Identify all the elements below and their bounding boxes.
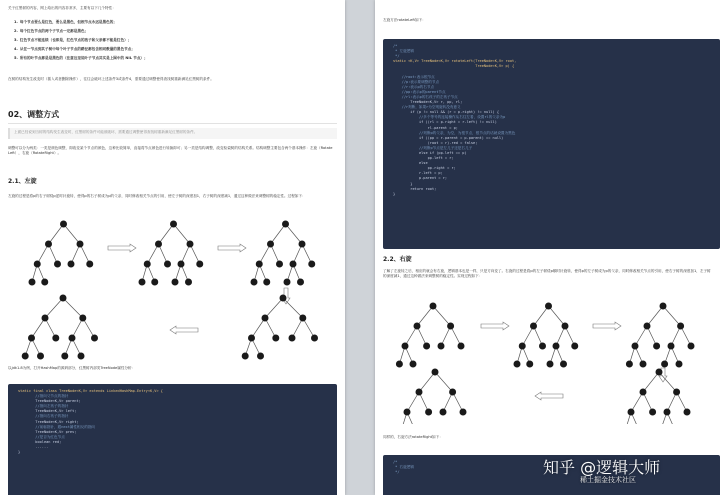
tree-node	[267, 241, 274, 248]
tree-node	[78, 353, 85, 360]
rule-item	[14, 29, 88, 35]
tree-node	[68, 261, 75, 268]
tree-edge	[271, 224, 286, 244]
code-line: TreeNode<K,V> left;	[18, 409, 77, 414]
rule-text: 从任一节点到其子树中每个叶子节点的路径都包含相同数量的黑色节点；	[19, 47, 135, 51]
code-line: TreeNode<K,V> prev;	[18, 429, 77, 434]
code-line: if (p != null && (r = p.right) != null) {	[393, 110, 500, 115]
tree-edge	[659, 372, 677, 392]
tree-node	[416, 389, 423, 396]
tree-node	[432, 369, 439, 376]
tree-node	[172, 279, 179, 286]
tree-node	[276, 261, 283, 268]
tree-node	[668, 343, 675, 350]
tree-node	[458, 343, 465, 350]
tree-node	[155, 241, 162, 248]
tree-node	[308, 261, 315, 268]
tree-node	[649, 409, 656, 416]
tree-node	[438, 343, 445, 350]
tree-edge	[435, 372, 453, 392]
code-line: */	[393, 54, 400, 59]
tree-node	[37, 353, 44, 360]
tree-node	[41, 279, 48, 286]
code-line: pp.left = r;	[393, 156, 454, 161]
code-line: //多个等号的连接操作从右往左看，设置rl的父亲为p	[393, 115, 506, 120]
rule-number: 3.	[14, 38, 18, 42]
rotate-left-caption: 左旋方法rotateLeft如下：	[383, 18, 426, 22]
tree-node	[688, 343, 695, 350]
code-line: //r:表示p的右节点	[393, 84, 435, 89]
code-line: //p:表示要调整的节点	[393, 79, 440, 84]
code-line: //判断p节点是左儿子还是右儿子	[393, 145, 473, 150]
tree-node	[404, 409, 411, 416]
watermark-text: 知乎 @逻辑大师	[543, 458, 661, 477]
rule-number: 1.	[14, 20, 18, 24]
tree-node	[430, 303, 437, 310]
tree-node	[22, 353, 29, 360]
tree-node	[526, 361, 533, 368]
after-rules-text: 在树的结构发生改变时（插入或者删除操作），往往会破坏上述条件3或条件4，需要通过调整使得查找树重新满足红黑树的条件。	[8, 77, 214, 81]
tree-edge	[63, 298, 83, 318]
code-line: //指向右孩子的指针	[18, 414, 69, 419]
subsection-right-rotate: 2.2、右旋	[383, 256, 412, 263]
tree-node	[248, 335, 255, 342]
code-line: r.left = p;	[393, 171, 443, 176]
code-line: /*	[393, 460, 398, 464]
tree-node	[69, 335, 76, 342]
tree-node	[61, 353, 68, 360]
code-line: if ((pp = r.parent = p.parent) == null)	[393, 135, 504, 140]
left-rotate-diagram	[8, 218, 338, 360]
rule-number: 2.	[14, 29, 18, 33]
code-line: }	[393, 181, 413, 186]
quote-text: 上面已经说到当树的结构发生改变时，红黑树的条件可能被破坏，需要通过调整使得查找树重新满足红黑树的条件。	[14, 130, 198, 134]
adjust-paragraph: 调整可以分为两类：一类是颜色调整，即改变某个节点的颜色，这种比较简单，直接将节点颜色进行转换即可；另一类是结构调整，改变检索树的结构关系。结构调整主要包含两个基本操作：左旋（Rotate Left），右旋（RotateRight）。	[8, 146, 334, 156]
tree-node	[653, 343, 660, 350]
code-line: //前驱指针，跟next属性相反的指向	[18, 424, 96, 429]
tree-node	[86, 261, 93, 268]
tree-node	[547, 361, 554, 368]
quote-block	[8, 128, 337, 139]
tree-node	[242, 353, 249, 360]
tree-node	[284, 279, 291, 286]
tree-edge	[49, 224, 64, 244]
tree-node	[539, 343, 546, 350]
tree-node	[263, 279, 270, 286]
tree-node	[545, 303, 552, 310]
tree-edge	[45, 298, 63, 318]
tree-node	[45, 241, 52, 248]
rule-item	[14, 38, 131, 44]
tree-node	[28, 335, 35, 342]
tree-node	[282, 221, 289, 228]
tree-node	[257, 353, 264, 360]
tree-node	[60, 295, 67, 302]
tree-node	[640, 389, 647, 396]
code-line: ......	[18, 445, 49, 450]
tree-node	[54, 261, 61, 268]
tree-node	[553, 343, 560, 350]
code-line: //pp:表示p的parent节点	[393, 89, 446, 94]
code-line: }	[18, 450, 21, 455]
tree-node	[425, 409, 432, 416]
tree-node	[290, 261, 297, 268]
tree-node	[640, 361, 647, 368]
tree-node	[684, 409, 691, 416]
tree-node	[664, 409, 671, 416]
right-rotate-paragraph: 了解了左旋转之后，相应的就会有右旋，逻辑基本也是一样，只是方向变了。右旋的过程是将p的左子树绕p顺时针旋转，使得p的左子树成为p的父亲，同时修改相关节点的引用，使右子树的深度加1，左子树的深度减1，通过这种做法来调整树的稳定性。实现过程如下：	[383, 269, 711, 279]
code-line: * 左旋逻辑	[393, 49, 414, 54]
step-arrow-icon	[593, 322, 621, 330]
tree-node	[151, 279, 158, 286]
tree-edge	[174, 224, 191, 244]
tree-node	[187, 241, 194, 248]
tree-node	[311, 335, 318, 342]
tree-edge	[549, 306, 566, 326]
tree-node	[272, 335, 279, 342]
tree-node	[256, 261, 263, 268]
document-page-left	[0, 0, 345, 495]
tree-node	[460, 409, 467, 416]
tree-node	[656, 369, 663, 376]
tree-node	[571, 343, 578, 350]
tree-node	[644, 323, 651, 330]
code-line: boolean red;	[18, 439, 62, 444]
treenode-code-block	[8, 384, 337, 495]
tree-node	[178, 261, 185, 268]
tree-node	[34, 261, 41, 268]
rotate-right-caption: 同样的，右旋方法rotateRight如下：	[383, 435, 443, 439]
tree-node	[447, 323, 454, 330]
code-line: //是否为红色节点	[18, 434, 65, 439]
tree-node	[626, 361, 633, 368]
tree-node	[289, 335, 296, 342]
code-line: //指向父节点的指针	[18, 394, 69, 399]
tree-node	[396, 361, 403, 368]
tree-node	[676, 361, 683, 368]
code-line: TreeNode<K,V> r, pp, rl;	[393, 100, 463, 105]
tree-node	[423, 343, 430, 350]
tree-edge	[283, 298, 303, 318]
code-line: rl.parent = p;	[393, 125, 458, 130]
tree-node	[79, 315, 86, 322]
code-line: TreeNode<K,V> parent;	[18, 399, 81, 404]
rule-text: 红色节点不能连续（也即是，红色节点的孩子和父亲都不能是红色）；	[19, 38, 132, 42]
tree-node	[144, 261, 151, 268]
code-line: //rl:表示p的右孩子的左孩子节点	[393, 94, 458, 99]
tree-node	[185, 279, 192, 286]
tree-node	[77, 241, 84, 248]
code-line: */	[393, 470, 400, 475]
tree-edge	[417, 306, 433, 326]
tree-edge	[159, 224, 174, 244]
step-arrow-icon	[218, 244, 246, 252]
tree-node	[449, 389, 456, 396]
section-title: 02、调整方式	[8, 110, 60, 119]
tree-edge	[252, 318, 266, 338]
rule-item	[14, 56, 148, 62]
tree-node	[52, 335, 59, 342]
tree-node	[402, 343, 409, 350]
subsection-left-rotate: 2.1、左旋	[8, 178, 37, 185]
right-rotate-diagram	[383, 296, 713, 424]
code-line: //指向左孩子的指针	[18, 404, 69, 409]
tree-edge	[663, 306, 681, 326]
code-line: //root:表示根节点	[393, 74, 435, 79]
step-arrow-icon	[535, 392, 563, 400]
divider	[8, 123, 337, 124]
tree-node	[299, 241, 306, 248]
code-line: }	[393, 191, 396, 196]
tree-edge	[265, 298, 283, 318]
step-arrow-icon	[170, 326, 198, 334]
tree-node	[91, 335, 98, 342]
code-line: TreeNode<K,V> p) {	[393, 64, 515, 69]
tree-edge	[286, 224, 303, 244]
tree-node	[530, 323, 537, 330]
rule-text: 所有的叶节点都是是黑色的（注意这里说叶子节点其实是上图中的 NIL 节点）；	[19, 56, 148, 60]
tree-edge	[64, 224, 81, 244]
code-line: TreeNode<K,V> right;	[18, 419, 79, 424]
code-line: (root = r).red = false;	[393, 140, 478, 145]
tree-node	[673, 389, 680, 396]
code-line: return root;	[393, 186, 437, 191]
tree-edge	[32, 318, 46, 338]
rule-number: 5.	[14, 56, 18, 60]
tree-node	[60, 221, 67, 228]
rule-number: 4.	[14, 47, 18, 51]
code-line: if ((rl = p.right = r.left) != null)	[393, 120, 497, 125]
code-line: p.parent = r;	[393, 176, 448, 181]
step-arrow-icon	[108, 244, 136, 252]
tree-node	[42, 315, 49, 322]
tree-node	[164, 261, 171, 268]
code-line: //r判断，如果r为空则旋转没有意义	[393, 105, 461, 110]
tree-edge	[419, 372, 435, 392]
tree-node	[628, 409, 635, 416]
tree-node	[299, 315, 306, 322]
tree-node	[280, 295, 287, 302]
tree-node	[560, 361, 567, 368]
intro-text: 关于红黑树的内容，网上给出的内容非常多，主要有以下几个特性：	[8, 6, 116, 10]
code-line: pp.right = r;	[393, 166, 456, 171]
code-line: * 右旋逻辑	[393, 465, 414, 470]
tree-edge	[534, 306, 549, 326]
document-page-right	[375, 0, 720, 495]
tree-node	[251, 279, 258, 286]
tree-node	[139, 279, 146, 286]
tree-node	[297, 279, 304, 286]
code-line: else if (pp.left == p)	[393, 150, 467, 155]
watermark-subtext: 稀土掘金技术社区	[580, 476, 636, 484]
tree-node	[29, 279, 36, 286]
tree-node	[196, 261, 203, 268]
code-line: static <K,V> TreeNode<K,V> rotateLeft(TreeNode<K,V> root,	[393, 59, 517, 64]
tree-edge	[647, 306, 663, 326]
tree-edge	[643, 372, 659, 392]
tree-node	[632, 343, 639, 350]
tree-edge	[433, 306, 451, 326]
tree-node	[677, 323, 684, 330]
tree-node	[519, 343, 526, 350]
tree-node	[414, 323, 421, 330]
tree-node	[410, 361, 417, 368]
tree-node	[262, 315, 269, 322]
left-rotate-paragraph: 左旋的过程是将p的右子树绕p逆时针旋转，使得p的右子树成为p的父亲，同时修改相关节点的引用，使左子树的深度加1，右子树的深度减1，通过这种做法来调整树的稳定性。过程如下：	[8, 194, 306, 198]
tree-node	[514, 361, 521, 368]
rule-text: 每个红色节点的两个子节点一定都是黑色；	[19, 29, 89, 33]
step-arrow-icon	[481, 322, 509, 330]
rule-item	[14, 47, 135, 53]
tree-node	[440, 409, 447, 416]
code-line: /*	[393, 44, 398, 48]
tree-node	[170, 221, 177, 228]
tree-node	[661, 361, 668, 368]
tree-node	[562, 323, 569, 330]
rotate-left-code-block	[383, 39, 720, 249]
hashmap-caption: 以jdk1.8为例，打开HashMap的源码部分，红黑树内部类TreeNode属性分析：	[8, 366, 136, 370]
code-line: static final class TreeNode<K,V> extends LinkedHashMap.Entry<K,V> {	[18, 389, 163, 393]
code-line: //判断p的父亲，为空，为根节点，根节点的话就设置为黑色	[393, 130, 516, 135]
code-line: else	[393, 161, 428, 166]
rule-text: 每个节点要么是红色，要么是黑色，但根节点永远是黑色的；	[19, 20, 117, 24]
tree-node	[660, 303, 667, 310]
rule-item	[14, 20, 117, 26]
